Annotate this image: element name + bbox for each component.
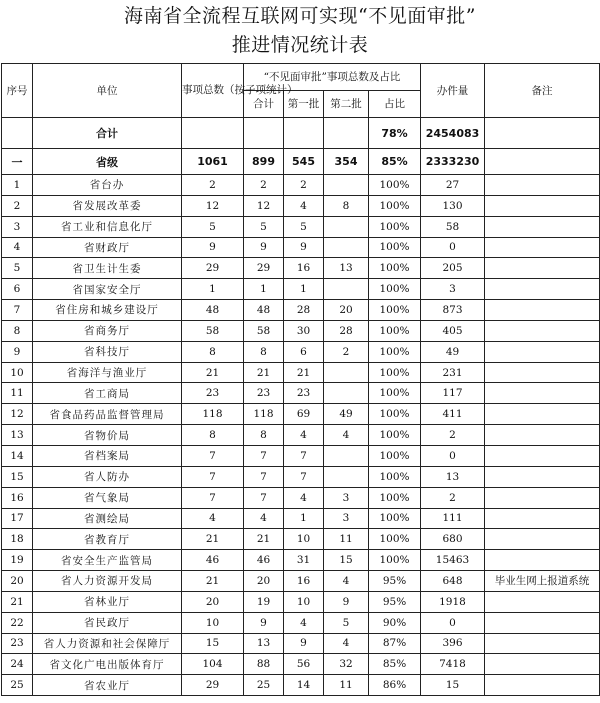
cell-subtotal: 23	[244, 383, 284, 404]
header-total-items: 事项总数（按子项统计）	[182, 64, 244, 118]
province-subtotal: 899	[244, 149, 284, 175]
cell-unit: 省财政厅	[33, 237, 182, 258]
cell-unit: 省文化广电出版体育厅	[33, 654, 182, 675]
cell-subtotal: 8	[244, 341, 284, 362]
table-row	[2, 633, 600, 654]
cell-ratio: 100%	[369, 195, 421, 216]
cell-remark	[485, 237, 600, 258]
cell-batch2: 11	[324, 675, 369, 696]
cell-seq: 5	[2, 258, 33, 279]
cell-total: 5	[182, 216, 244, 237]
summary-subtotal	[244, 118, 284, 149]
cell-seq: 21	[2, 591, 33, 612]
summary-remark	[485, 118, 600, 149]
summary-batch1	[284, 118, 324, 149]
province-unit: 省级	[33, 149, 182, 175]
cell-seq: 23	[2, 633, 33, 654]
cell-remark	[485, 654, 600, 675]
cell-remark	[485, 633, 600, 654]
cell-total: 48	[182, 300, 244, 321]
cell-ratio: 100%	[369, 550, 421, 571]
cell-remark	[485, 175, 600, 196]
cell-remark	[485, 341, 600, 362]
cell-cases: 411	[421, 404, 485, 425]
cell-seq: 13	[2, 425, 33, 446]
cell-subtotal: 20	[244, 571, 284, 592]
cell-batch2: 13	[324, 258, 369, 279]
cell-unit: 省卫生计生委	[33, 258, 182, 279]
table-row	[2, 487, 600, 508]
cell-unit: 省人力资源开发局	[33, 571, 182, 592]
province-cases: 2333230	[421, 149, 485, 175]
cell-seq: 25	[2, 675, 33, 696]
cell-batch2: 2	[324, 341, 369, 362]
cell-cases: 648	[421, 571, 485, 592]
table-row	[2, 425, 600, 446]
table-row	[2, 362, 600, 383]
cell-seq: 22	[2, 612, 33, 633]
cell-batch2: 4	[324, 571, 369, 592]
cell-subtotal: 13	[244, 633, 284, 654]
cell-total: 7	[182, 445, 244, 466]
cell-batch2: 28	[324, 320, 369, 341]
cell-batch2: 4	[324, 425, 369, 446]
cell-batch1: 5	[284, 216, 324, 237]
cell-cases: 15463	[421, 550, 485, 571]
cell-subtotal: 21	[244, 362, 284, 383]
cell-total: 9	[182, 237, 244, 258]
cell-seq: 6	[2, 279, 33, 300]
cell-batch2: 32	[324, 654, 369, 675]
cell-unit: 省食品药品监督管理局	[33, 404, 182, 425]
cell-cases: 205	[421, 258, 485, 279]
table-row	[2, 654, 600, 675]
cell-ratio: 100%	[369, 341, 421, 362]
cell-batch2	[324, 216, 369, 237]
summary-ratio: 78%	[369, 118, 421, 149]
cell-batch1: 9	[284, 237, 324, 258]
cell-cases: 2	[421, 487, 485, 508]
cell-seq: 1	[2, 175, 33, 196]
cell-unit: 省林业厅	[33, 591, 182, 612]
table-row	[2, 612, 600, 633]
summary-row	[2, 118, 600, 149]
cell-batch2	[324, 279, 369, 300]
cell-total: 15	[182, 633, 244, 654]
cell-cases: 1918	[421, 591, 485, 612]
cell-ratio: 85%	[369, 654, 421, 675]
cell-remark	[485, 550, 600, 571]
summary-cases: 2454083	[421, 118, 485, 149]
cell-cases: 396	[421, 633, 485, 654]
cell-batch1: 10	[284, 529, 324, 550]
cell-batch2: 20	[324, 300, 369, 321]
province-ratio: 85%	[369, 149, 421, 175]
table-row	[2, 383, 600, 404]
cell-batch1: 56	[284, 654, 324, 675]
cell-batch1: 10	[284, 591, 324, 612]
cell-subtotal: 9	[244, 612, 284, 633]
cell-unit: 省工业和信息化厅	[33, 216, 182, 237]
cell-cases: 117	[421, 383, 485, 404]
cell-batch1: 69	[284, 404, 324, 425]
cell-total: 46	[182, 550, 244, 571]
statistics-table	[1, 63, 600, 696]
cell-cases: 873	[421, 300, 485, 321]
cell-seq: 17	[2, 508, 33, 529]
cell-total: 23	[182, 383, 244, 404]
cell-ratio: 100%	[369, 445, 421, 466]
cell-subtotal: 19	[244, 591, 284, 612]
cell-batch1: 4	[284, 487, 324, 508]
cell-seq: 24	[2, 654, 33, 675]
cell-ratio: 100%	[369, 487, 421, 508]
cell-total: 21	[182, 362, 244, 383]
table-row	[2, 466, 600, 487]
cell-ratio: 100%	[369, 320, 421, 341]
cell-ratio: 100%	[369, 404, 421, 425]
cell-seq: 20	[2, 571, 33, 592]
cell-unit: 省人防办	[33, 466, 182, 487]
cell-remark	[485, 445, 600, 466]
cell-total: 2	[182, 175, 244, 196]
header-cases: 办件量	[421, 64, 485, 118]
cell-remark	[485, 529, 600, 550]
cell-unit: 省人力资源和社会保障厅	[33, 633, 182, 654]
province-batch2: 354	[324, 149, 369, 175]
cell-ratio: 100%	[369, 216, 421, 237]
cell-ratio: 100%	[369, 383, 421, 404]
cell-batch2	[324, 383, 369, 404]
cell-batch1: 4	[284, 195, 324, 216]
cell-unit: 省气象局	[33, 487, 182, 508]
cell-seq: 7	[2, 300, 33, 321]
table-row	[2, 300, 600, 321]
cell-subtotal: 12	[244, 195, 284, 216]
header-ratio: 占比	[369, 91, 421, 118]
cell-total: 7	[182, 487, 244, 508]
cell-ratio: 100%	[369, 279, 421, 300]
summary-total	[182, 118, 244, 149]
header-no-meet-group: “不见面审批”事项总数及占比	[244, 64, 421, 91]
cell-batch2	[324, 362, 369, 383]
cell-batch2: 49	[324, 404, 369, 425]
cell-cases: 0	[421, 237, 485, 258]
cell-batch2	[324, 466, 369, 487]
cell-seq: 11	[2, 383, 33, 404]
cell-subtotal: 46	[244, 550, 284, 571]
cell-batch1: 31	[284, 550, 324, 571]
cell-batch1: 23	[284, 383, 324, 404]
cell-unit: 省工商局	[33, 383, 182, 404]
province-seq: 一	[2, 149, 33, 175]
cell-subtotal: 29	[244, 258, 284, 279]
table-row	[2, 550, 600, 571]
cell-subtotal: 9	[244, 237, 284, 258]
cell-batch2: 9	[324, 591, 369, 612]
cell-seq: 10	[2, 362, 33, 383]
cell-ratio: 100%	[369, 529, 421, 550]
cell-ratio: 100%	[369, 300, 421, 321]
cell-batch1: 7	[284, 445, 324, 466]
cell-batch2: 3	[324, 487, 369, 508]
cell-batch1: 16	[284, 571, 324, 592]
cell-batch1: 2	[284, 175, 324, 196]
cell-remark	[485, 362, 600, 383]
cell-unit: 省发展改革委	[33, 195, 182, 216]
table-row	[2, 195, 600, 216]
cell-subtotal: 8	[244, 425, 284, 446]
cell-seq: 15	[2, 466, 33, 487]
cell-batch2: 11	[324, 529, 369, 550]
cell-unit: 省海洋与渔业厅	[33, 362, 182, 383]
cell-remark	[485, 404, 600, 425]
cell-subtotal: 48	[244, 300, 284, 321]
document-title-line1: 海南省全流程互联网可实现“不见面审批”	[124, 5, 476, 27]
document-title-line2: 推进情况统计表	[231, 34, 369, 56]
table-row	[2, 675, 600, 696]
cell-subtotal: 2	[244, 175, 284, 196]
table-row	[2, 341, 600, 362]
cell-remark	[485, 425, 600, 446]
header-seq: 序号	[2, 64, 33, 118]
cell-cases: 130	[421, 195, 485, 216]
cell-remark	[485, 612, 600, 633]
cell-unit: 省物价局	[33, 425, 182, 446]
table-row	[2, 216, 600, 237]
table-row	[2, 445, 600, 466]
province-batch1: 545	[284, 149, 324, 175]
cell-cases: 231	[421, 362, 485, 383]
cell-remark: 毕业生网上报道系统	[485, 571, 600, 592]
table-row	[2, 529, 600, 550]
cell-ratio: 90%	[369, 612, 421, 633]
cell-ratio: 100%	[369, 466, 421, 487]
cell-batch2: 5	[324, 612, 369, 633]
cell-batch1: 1	[284, 508, 324, 529]
cell-batch1: 30	[284, 320, 324, 341]
cell-seq: 12	[2, 404, 33, 425]
cell-total: 58	[182, 320, 244, 341]
cell-unit: 省台办	[33, 175, 182, 196]
cell-remark	[485, 300, 600, 321]
cell-remark	[485, 216, 600, 237]
cell-batch1: 21	[284, 362, 324, 383]
cell-total: 4	[182, 508, 244, 529]
cell-total: 10	[182, 612, 244, 633]
cell-remark	[485, 383, 600, 404]
cell-ratio: 100%	[369, 258, 421, 279]
cell-total: 118	[182, 404, 244, 425]
province-total: 1061	[182, 149, 244, 175]
cell-remark	[485, 591, 600, 612]
province-remark	[485, 149, 600, 175]
cell-seq: 8	[2, 320, 33, 341]
cell-seq: 16	[2, 487, 33, 508]
table-row	[2, 404, 600, 425]
cell-batch1: 9	[284, 633, 324, 654]
cell-total: 29	[182, 258, 244, 279]
cell-cases: 0	[421, 445, 485, 466]
table-row	[2, 508, 600, 529]
table-row	[2, 571, 600, 592]
cell-total: 1	[182, 279, 244, 300]
cell-subtotal: 1	[244, 279, 284, 300]
cell-batch1: 16	[284, 258, 324, 279]
cell-remark	[485, 258, 600, 279]
cell-unit: 省教育厅	[33, 529, 182, 550]
cell-batch2	[324, 445, 369, 466]
cell-unit: 省商务厅	[33, 320, 182, 341]
cell-subtotal: 58	[244, 320, 284, 341]
cell-remark	[485, 508, 600, 529]
cell-remark	[485, 466, 600, 487]
cell-total: 12	[182, 195, 244, 216]
header-batch1: 第一批	[284, 91, 324, 118]
cell-seq: 3	[2, 216, 33, 237]
summary-label: 合计	[33, 118, 182, 149]
table-row	[2, 591, 600, 612]
cell-batch2: 8	[324, 195, 369, 216]
cell-subtotal: 7	[244, 445, 284, 466]
cell-seq: 14	[2, 445, 33, 466]
cell-batch1: 7	[284, 466, 324, 487]
cell-unit: 省测绘局	[33, 508, 182, 529]
cell-cases: 680	[421, 529, 485, 550]
cell-cases: 49	[421, 341, 485, 362]
table-row	[2, 320, 600, 341]
cell-seq: 18	[2, 529, 33, 550]
province-row	[2, 149, 600, 175]
cell-ratio: 95%	[369, 591, 421, 612]
cell-unit: 省民政厅	[33, 612, 182, 633]
cell-ratio: 86%	[369, 675, 421, 696]
table-row	[2, 258, 600, 279]
cell-ratio: 100%	[369, 508, 421, 529]
cell-seq: 2	[2, 195, 33, 216]
cell-ratio: 100%	[369, 425, 421, 446]
cell-batch1: 4	[284, 425, 324, 446]
cell-cases: 13	[421, 466, 485, 487]
cell-ratio: 100%	[369, 237, 421, 258]
cell-batch1: 1	[284, 279, 324, 300]
cell-total: 21	[182, 571, 244, 592]
cell-ratio: 95%	[369, 571, 421, 592]
cell-ratio: 100%	[369, 175, 421, 196]
cell-ratio: 87%	[369, 633, 421, 654]
cell-cases: 405	[421, 320, 485, 341]
cell-subtotal: 21	[244, 529, 284, 550]
cell-cases: 111	[421, 508, 485, 529]
cell-remark	[485, 487, 600, 508]
cell-subtotal: 7	[244, 466, 284, 487]
cell-batch1: 28	[284, 300, 324, 321]
cell-cases: 3	[421, 279, 485, 300]
cell-total: 104	[182, 654, 244, 675]
cell-subtotal: 7	[244, 487, 284, 508]
header-batch2: 第二批	[324, 91, 369, 118]
table-row	[2, 175, 600, 196]
cell-cases: 2	[421, 425, 485, 446]
cell-cases: 27	[421, 175, 485, 196]
cell-cases: 58	[421, 216, 485, 237]
cell-total: 21	[182, 529, 244, 550]
table-row	[2, 237, 600, 258]
cell-batch2: 15	[324, 550, 369, 571]
table-row	[2, 279, 600, 300]
cell-total: 7	[182, 466, 244, 487]
cell-ratio: 100%	[369, 362, 421, 383]
header-row-1	[2, 64, 600, 91]
cell-unit: 省住房和城乡建设厅	[33, 300, 182, 321]
cell-cases: 15	[421, 675, 485, 696]
cell-unit: 省国家安全厅	[33, 279, 182, 300]
cell-total: 29	[182, 675, 244, 696]
cell-batch2: 4	[324, 633, 369, 654]
cell-subtotal: 25	[244, 675, 284, 696]
cell-remark	[485, 279, 600, 300]
cell-remark	[485, 320, 600, 341]
cell-total: 8	[182, 341, 244, 362]
cell-batch1: 14	[284, 675, 324, 696]
cell-batch1: 6	[284, 341, 324, 362]
cell-batch1: 4	[284, 612, 324, 633]
cell-unit: 省科技厅	[33, 341, 182, 362]
cell-cases: 7418	[421, 654, 485, 675]
header-subtotal: 合计	[244, 91, 284, 118]
cell-subtotal: 5	[244, 216, 284, 237]
cell-unit: 省农业厅	[33, 675, 182, 696]
cell-batch2	[324, 237, 369, 258]
cell-total: 20	[182, 591, 244, 612]
header-unit: 单位	[33, 64, 182, 118]
cell-batch2	[324, 175, 369, 196]
cell-unit: 省档案局	[33, 445, 182, 466]
summary-batch2	[324, 118, 369, 149]
cell-subtotal: 118	[244, 404, 284, 425]
cell-total: 8	[182, 425, 244, 446]
cell-cases: 0	[421, 612, 485, 633]
summary-seq	[2, 118, 33, 149]
cell-subtotal: 88	[244, 654, 284, 675]
cell-batch2: 3	[324, 508, 369, 529]
cell-seq: 19	[2, 550, 33, 571]
cell-seq: 4	[2, 237, 33, 258]
cell-remark	[485, 195, 600, 216]
cell-remark	[485, 675, 600, 696]
cell-seq: 9	[2, 341, 33, 362]
cell-subtotal: 4	[244, 508, 284, 529]
cell-unit: 省安全生产监管局	[33, 550, 182, 571]
header-remark: 备注	[485, 64, 600, 118]
